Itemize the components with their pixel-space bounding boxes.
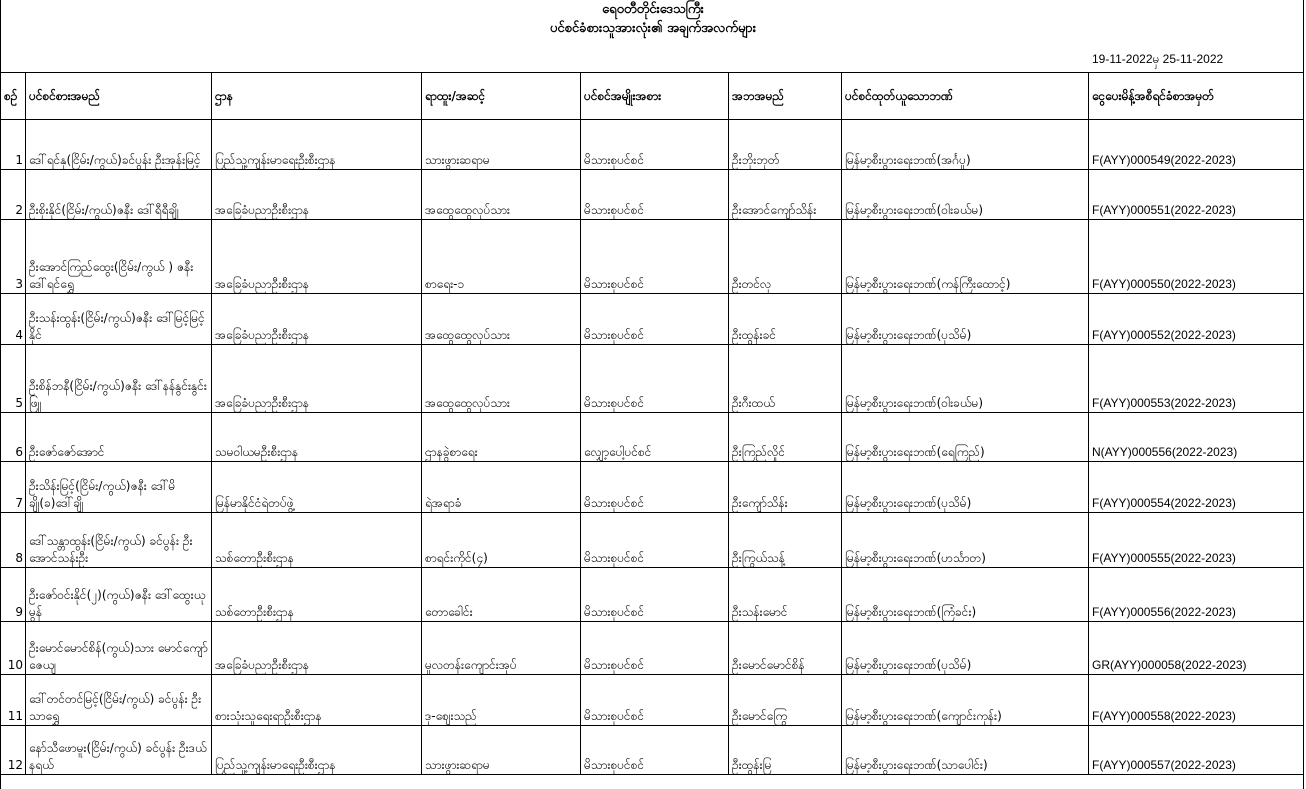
cell-dept: ပြည်သူ့ကျန်းမာရေးဦးစီးဌာန xyxy=(212,726,422,775)
date-range: 19-11-2022မှ 25-11-2022 xyxy=(1092,52,1224,66)
cell-name: ဦးအောင်ကြည်ထွေး(ငြိမ်း/ကွယ် ) ဇနီး ဒေါ်ရင်ရွှေ xyxy=(26,220,212,294)
header-father: အဘအမည် xyxy=(729,73,842,120)
cell-name: ဦးဇော်ဇော်အောင် xyxy=(26,413,212,462)
cell-no: 11 xyxy=(1,675,26,726)
cell-ref: F(AYY)000549(2022-2023) xyxy=(1089,120,1304,170)
table-row xyxy=(1,220,1304,294)
cell-rank: စာရင်းကိုင်(၄) xyxy=(422,513,581,568)
cell-rank: ဒု-ဈေးသည် xyxy=(422,675,581,726)
cell-dept: သစ်တောဦးစီးဌာန xyxy=(212,568,422,622)
cell-no: 3 xyxy=(1,220,26,294)
cell-no: 9 xyxy=(1,568,26,622)
table-row xyxy=(1,462,1304,513)
cell-rank: တောခေါင်း xyxy=(422,568,581,622)
cell-father: ဦးထွန်းခင် xyxy=(729,294,842,345)
cell-name: ဦးစိုးနိုင်(ငြိမ်း/ကွယ်)ဇနီး ဒေါ်ရီရီချို xyxy=(26,170,212,220)
cell-ref: F(AYY)000557(2022-2023) xyxy=(1089,726,1304,775)
cell-type: မိသားစုပင်စင် xyxy=(581,568,729,622)
cell-father: ဦးထွန်းမြ xyxy=(729,726,842,775)
cell-dept: အခြေခံပညာဦးစီးဌာန xyxy=(212,220,422,294)
cell-ref: F(AYY)000551(2022-2023) xyxy=(1089,170,1304,220)
cell-father: ဦးကျော်သိန်း xyxy=(729,462,842,513)
cell-no: 10 xyxy=(1,622,26,675)
cell-rank: သားဖွားဆရာမ xyxy=(422,726,581,775)
cell-rank: ဌာနခွဲစာရေး xyxy=(422,413,581,462)
cell-type: မိသားစုပင်စင် xyxy=(581,622,729,675)
cell-rank: စာရေး-၁ xyxy=(422,220,581,294)
cell-bank: မြန်မာ့စီးပွားရေးဘဏ်(ကန်ကြီးထောင့်) xyxy=(842,220,1089,294)
cell-type: မိသားစုပင်စင် xyxy=(581,513,729,568)
cell-type: မိသားစုပင်စင် xyxy=(581,345,729,413)
cell-name: ဒေါ်ရင်နု(ငြိမ်း/ကွယ်)ခင်ပွန်း ဦးအုန်းမြင့် xyxy=(26,120,212,170)
cell-type: မိသားစုပင်စင် xyxy=(581,120,729,170)
cell-name: ဒေါ်တင်တင်မြင့်(ငြိမ်း/ကွယ်) ခင်ပွန်း ဦးသာရွှေ xyxy=(26,675,212,726)
cell-ref: F(AYY)000555(2022-2023) xyxy=(1089,513,1304,568)
cell-bank: မြန်မာ့စီးပွားရေးဘဏ်(ဝါးခယ်မ) xyxy=(842,345,1089,413)
cell-father: ဦးသန်းမောင် xyxy=(729,568,842,622)
cell-name: ဦးသန်းထွန်း(ငြိမ်း/ကွယ်)ဇနီး ဒေါ်မြင့်မြင့်နိုင် xyxy=(26,294,212,345)
table-row xyxy=(1,413,1304,462)
header-bank: ပင်စင်ထုတ်ယူသောဘဏ် xyxy=(842,73,1089,120)
cell-ref: F(AYY)000558(2022-2023) xyxy=(1089,675,1304,726)
cell-bank: မြန်မာ့စီးပွားရေးဘဏ်(ဝါးခယ်မ) xyxy=(842,170,1089,220)
cell-type: မိသားစုပင်စင် xyxy=(581,170,729,220)
header-no: စဉ် xyxy=(1,73,26,120)
cell-ref: GR(AYY)000058(2022-2023) xyxy=(1089,622,1304,675)
cell-name: ဦးသိန်းမြင့်(ငြိမ်း/ကွယ်)ဇနီး ဒေါ်မိချို(ခ)ဒေါ်ချို xyxy=(26,462,212,513)
cell-name: နော်သီဖောမူး(ငြိမ်း/ကွယ်) ခင်ပွန်း ဦးဒယ်နရယ် xyxy=(26,726,212,775)
cell-rank: ရဲအရာခံ xyxy=(422,462,581,513)
cell-dept: အခြေခံပညာဦးစီးဌာန xyxy=(212,345,422,413)
cell-ref: F(AYY)000553(2022-2023) xyxy=(1089,345,1304,413)
cell-type: မိသားစုပင်စင် xyxy=(581,462,729,513)
cell-no: 8 xyxy=(1,513,26,568)
cell-bank: မြန်မာ့စီးပွားရေးဘဏ်(ရေကြည်) xyxy=(842,413,1089,462)
table-row xyxy=(1,622,1304,675)
cell-ref: F(AYY)000556(2022-2023) xyxy=(1089,568,1304,622)
cell-name: ဦးဇော်ဝင်းနိုင်(၂)(ကွယ်)ဇနီး ဒေါ်ထွေးယုမွန် xyxy=(26,568,212,622)
header-name: ပင်စင်စားအမည် xyxy=(26,73,212,120)
table-row xyxy=(1,675,1304,726)
cell-bank: မြန်မာ့စီးပွားရေးဘဏ်(ပုသိမ်) xyxy=(842,622,1089,675)
cell-father: ဦးဘိုးဘုတ် xyxy=(729,120,842,170)
cell-ref: F(AYY)000554(2022-2023) xyxy=(1089,462,1304,513)
cell-name: ဦးမောင်မောင်စိန်(ကွယ်)သား မောင်ကျော်ဇေယျ xyxy=(26,622,212,675)
cell-type: မိသားစုပင်စင် xyxy=(581,726,729,775)
header-type: ပင်စင်အမျိုးအစား xyxy=(581,73,729,120)
cell-name: ဒေါ်သန္တာထွန်း(ငြိမ်း/ကွယ်) ခင်ပွန်း ဦးအောင်သန်းဦး xyxy=(26,513,212,568)
cell-no: 7 xyxy=(1,462,26,513)
header-dept: ဌာန xyxy=(212,73,422,120)
table-row xyxy=(1,120,1304,170)
cell-father: ဦးမောင်မောင်စိန် xyxy=(729,622,842,675)
cell-no: 2 xyxy=(1,170,26,220)
cell-dept: အခြေခံပညာဦးစီးဌာန xyxy=(212,294,422,345)
table-row xyxy=(1,294,1304,345)
cell-rank: အထွေထွေလုပ်သား xyxy=(422,345,581,413)
cell-ref: N(AYY)000556(2022-2023) xyxy=(1089,413,1304,462)
document-header xyxy=(0,0,1306,39)
cell-father: ဦးကြည်လှိုင် xyxy=(729,413,842,462)
cell-ref: F(AYY)000550(2022-2023) xyxy=(1089,220,1304,294)
cell-father: ဦးတင်လှ xyxy=(729,220,842,294)
header-ref: ငွေပေးမိန့်အစီရင်ခံစာအမှတ် xyxy=(1089,73,1304,120)
cell-dept: စားသုံးသူရေးရာဦးစီးဌာန xyxy=(212,675,422,726)
cell-type: မိသားစုပင်စင် xyxy=(581,294,729,345)
document-title: ရေဝတီတိုင်းဒေသကြီး xyxy=(602,2,704,17)
cell-bank: မြန်မာ့စီးပွားရေးဘဏ်(ကျောင်းကုန်း) xyxy=(842,675,1089,726)
cell-dept: ပြည်သူ့ကျန်းမာရေးဦးစီးဌာန xyxy=(212,120,422,170)
cell-dept: မြန်မာနိုင်ငံရဲတပ်ဖွဲ့ xyxy=(212,462,422,513)
cell-rank: မူလတန်းကျောင်းအုပ် xyxy=(422,622,581,675)
cell-type: မိသားစုပင်စင် xyxy=(581,675,729,726)
cell-father: ဦးကြွယ်သန့် xyxy=(729,513,842,568)
cell-rank: အထွေထွေလုပ်သား xyxy=(422,170,581,220)
table-header-row xyxy=(1,73,1304,120)
header-rank: ရာထူး/အဆင့် xyxy=(422,73,581,120)
cell-father: ဦးမောင်ကြွေ xyxy=(729,675,842,726)
cell-bank: မြန်မာ့စီးပွားရေးဘဏ်(သာပေါင်း) xyxy=(842,726,1089,775)
cell-name: ဦးစိန်ဘနီ(ငြိမ်း/ကွယ်)ဇနီး ဒေါ်နန်နွင်းနွင်းဖြူ xyxy=(26,345,212,413)
cell-bank: မြန်မာ့စီးပွားရေးဘဏ်(ပုသိမ်) xyxy=(842,462,1089,513)
document-subtitle: ပင်စင်ခံစားသူအားလုံး၏ အချက်အလက်များ xyxy=(549,21,757,36)
table-row xyxy=(1,345,1304,413)
cell-dept: သစ်တောဦးစီးဌာန xyxy=(212,513,422,568)
cell-type: မိသားစုပင်စင် xyxy=(581,220,729,294)
cell-no: 5 xyxy=(1,345,26,413)
cell-ref: F(AYY)000552(2022-2023) xyxy=(1089,294,1304,345)
pension-table xyxy=(0,72,1304,775)
cell-no: 6 xyxy=(1,413,26,462)
cell-dept: အခြေခံပညာဦးစီးဌာန xyxy=(212,622,422,675)
cell-no: 4 xyxy=(1,294,26,345)
cell-father: ဦးအောင်ကျော်သိန်း xyxy=(729,170,842,220)
cell-no: 1 xyxy=(1,120,26,170)
table-row xyxy=(1,568,1304,622)
cell-dept: အခြေခံပညာဦးစီးဌာန xyxy=(212,170,422,220)
cell-type: လျှော့ပေါ့ပင်စင် xyxy=(581,413,729,462)
cell-bank: မြန်မာ့စီးပွားရေးဘဏ်(ပုသိမ်) xyxy=(842,294,1089,345)
cell-bank: မြန်မာ့စီးပွားရေးဘဏ်(ကြံခင်း) xyxy=(842,568,1089,622)
table-row xyxy=(1,513,1304,568)
table-row xyxy=(1,170,1304,220)
cell-rank: သားဖွားဆရာမ xyxy=(422,120,581,170)
table-row xyxy=(1,726,1304,775)
cell-bank: မြန်မာ့စီးပွားရေးဘဏ်(ဟင်္သာတ) xyxy=(842,513,1089,568)
cell-no: 12 xyxy=(1,726,26,775)
cell-father: ဦးဂီးထယ် xyxy=(729,345,842,413)
cell-rank: အထွေထွေလုပ်သား xyxy=(422,294,581,345)
cell-bank: မြန်မာ့စီးပွားရေးဘဏ်(အင်္ဂပူ) xyxy=(842,120,1089,170)
cell-dept: သမဝါယမဦးစီးဌာန xyxy=(212,413,422,462)
